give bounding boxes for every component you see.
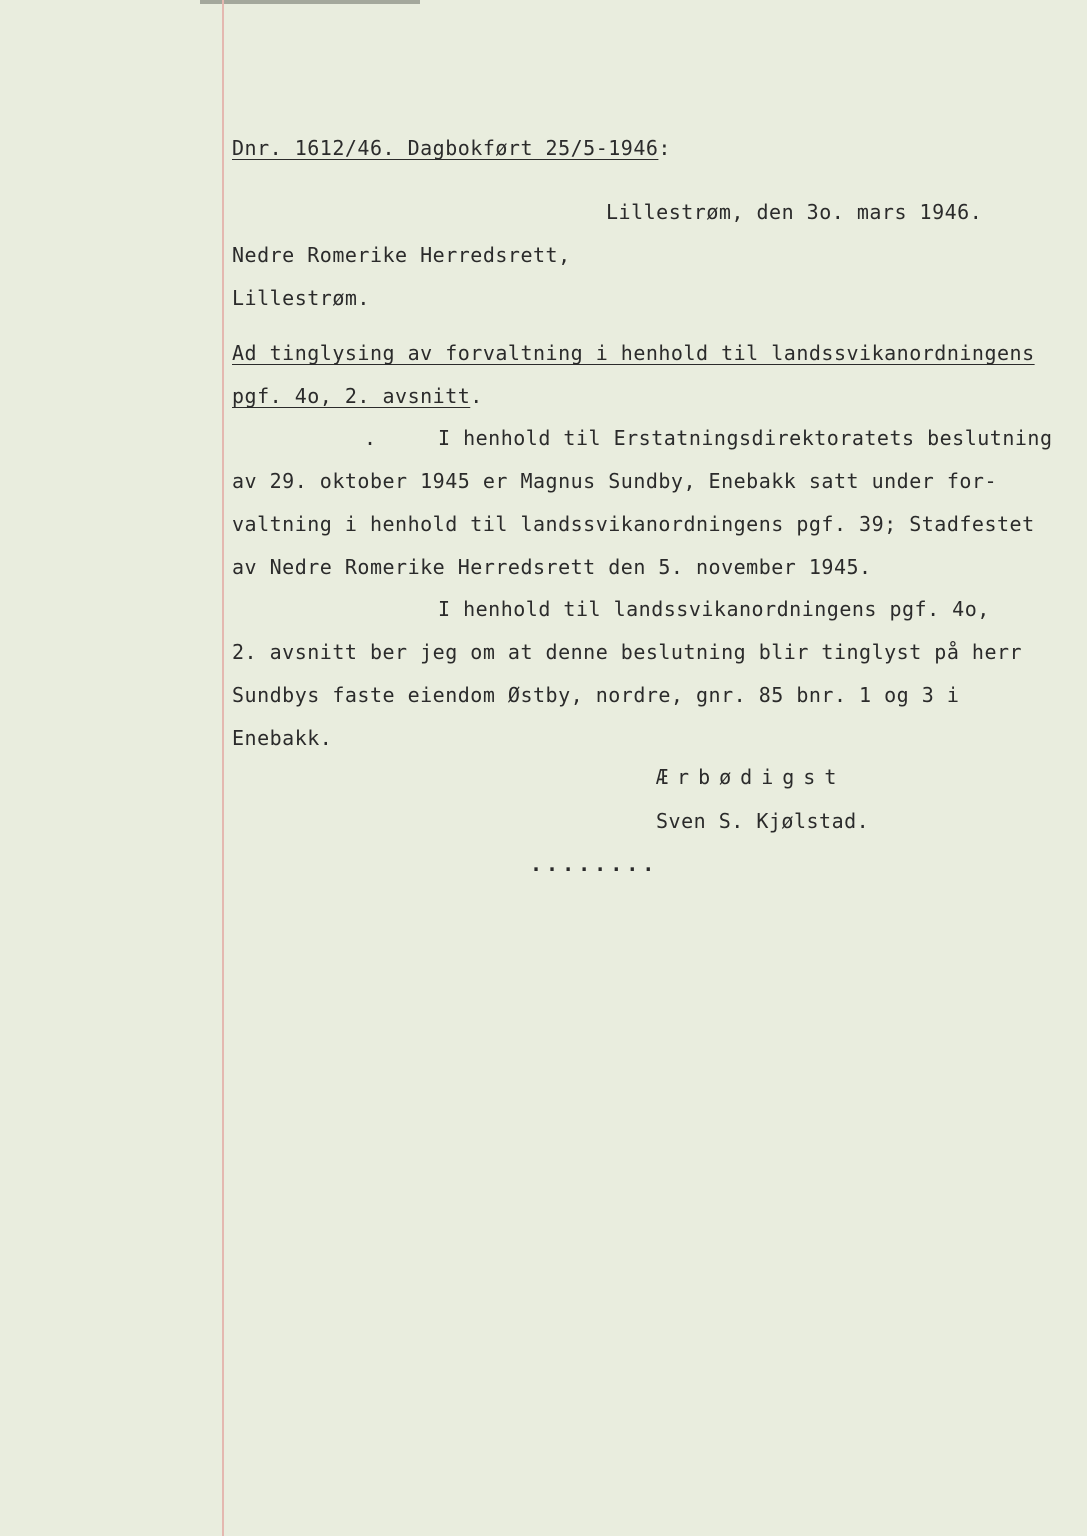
reference-colon: : <box>658 136 671 160</box>
subject-line-2: pgf. 4o, 2. avsnitt <box>232 384 471 408</box>
closing: Ærbødigst <box>656 765 846 789</box>
para1-line1: I henhold til Erstatningsdirektoratets beslutning <box>438 426 1053 450</box>
recipient-name: Nedre Romerike Herredsrett, <box>232 243 571 267</box>
subject-line-2-period: . <box>470 384 483 408</box>
reference-line <box>232 136 671 160</box>
recipient-place: Lillestrøm. <box>232 286 370 310</box>
para1-line2: av 29. oktober 1945 er Magnus Sundby, Enebakk satt under for- <box>232 469 998 493</box>
para2-line3: Sundbys faste eiendom Østby, nordre, gnr. 85 bnr. 1 og 3 i <box>232 683 960 707</box>
para1-line4: av Nedre Romerike Herredsrett den 5. november 1945. <box>232 555 872 579</box>
place-date: Lillestrøm, den 3o. mars 1946. <box>606 200 983 224</box>
subject-line-2-wrapper <box>232 384 483 408</box>
paragraph-mark: . <box>364 426 377 450</box>
subject-line-1: Ad tinglysing av forvaltning i henhold til landssvikanordningens <box>232 341 1035 365</box>
para2-line4: Enebakk. <box>232 726 333 750</box>
end-marks: ........ <box>530 852 659 876</box>
top-edge-smudge <box>200 0 420 4</box>
para1-line3: valtning i henhold til landssvikanordningens pgf. 39; Stadfestet <box>232 512 1035 536</box>
para2-line1: I henhold til landssvikanordningens pgf. 4o, <box>438 597 990 621</box>
reference-number: Dnr. 1612/46. Dagbokført 25/5-1946 <box>232 136 659 160</box>
margin-rule <box>222 0 224 1536</box>
para2-line2: 2. avsnitt ber jeg om at denne beslutning blir tinglyst på herr <box>232 640 1023 664</box>
signature: Sven S. Kjølstad. <box>656 809 870 833</box>
